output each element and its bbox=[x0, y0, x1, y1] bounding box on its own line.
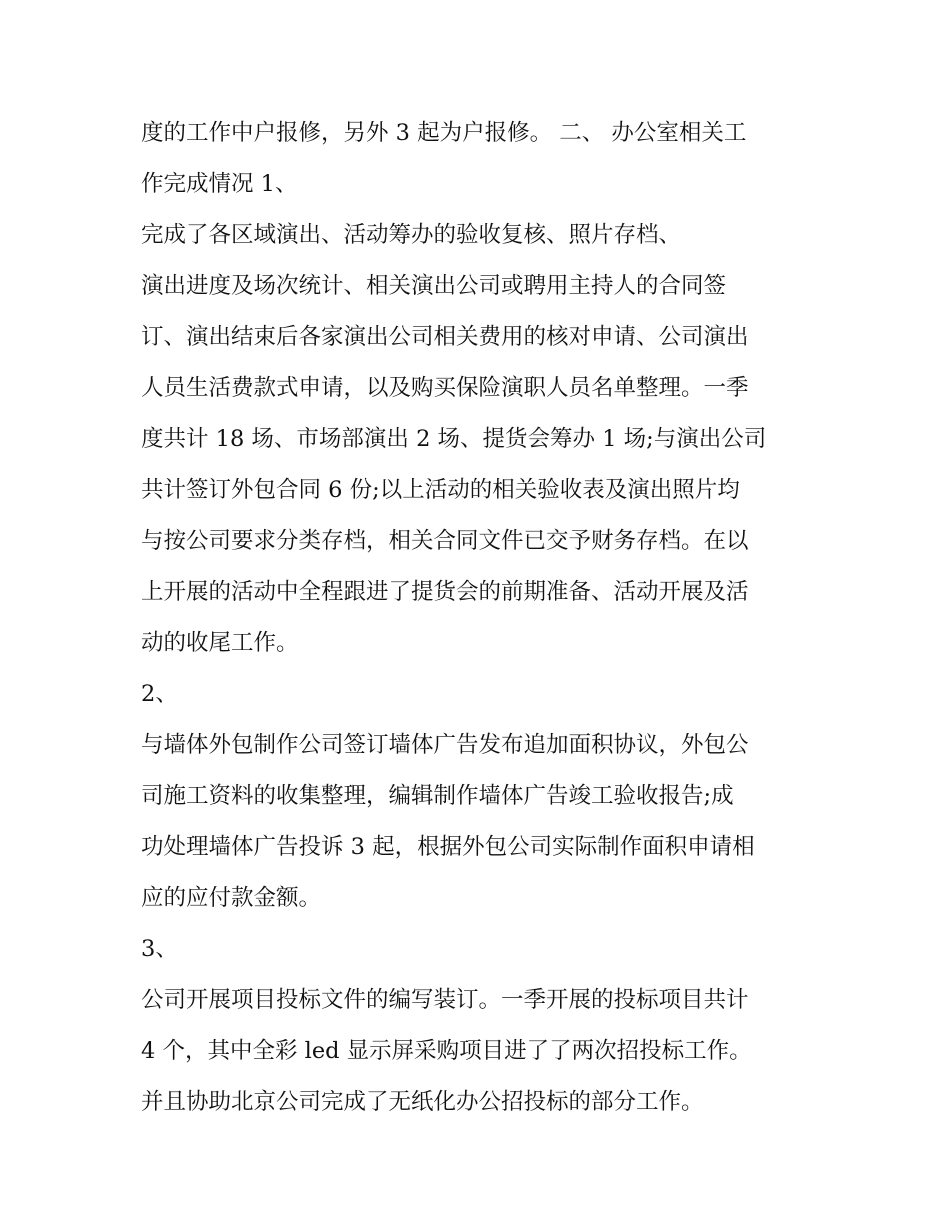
text-line: 共计签订外包合同 6 份;以上活动的相关验收表及演出照片均 bbox=[141, 477, 740, 503]
text-line: 人员生活费款式申请，以及购买保险演职人员名单整理。一季 bbox=[141, 375, 749, 401]
text-line: 动的收尾工作。 bbox=[141, 630, 299, 656]
text-line: 演出进度及场次统计、相关演出公司或聘用主持人的合同签 bbox=[141, 273, 727, 299]
section-number: 3、 bbox=[141, 936, 178, 962]
text-line: 应的应付款金额。 bbox=[141, 885, 322, 911]
text-line: 公司开展项目投标文件的编写装订。一季开展的投标项目共计 bbox=[141, 987, 749, 1013]
text-line: 司施工资料的收集整理，编辑制作墙体广告竣工验收报告;成 bbox=[141, 783, 734, 809]
text-line: 上开展的活动中全程跟进了提货会的前期准备、活动开展及活 bbox=[141, 579, 749, 605]
section-number: 2、 bbox=[141, 681, 178, 707]
text-line: 订、演出结束后各家演出公司相关费用的核对申请、公司演出 bbox=[141, 324, 749, 350]
text-line: 与按公司要求分类存档，相关合同文件已交予财务存档。在以 bbox=[141, 528, 749, 554]
text-line: 度共计 18 场、市场部演出 2 场、提货会筹办 1 场;与演出公司 bbox=[141, 426, 767, 452]
text-line: 并且协助北京公司完成了无纸化办公招投标的部分工作。 bbox=[141, 1089, 704, 1115]
text-line: 功处理墙体广告投诉 3 起，根据外包公司实际制作面积申请相 bbox=[141, 834, 755, 860]
body-text bbox=[141, 108, 821, 1128]
text-line: 4 个，其中全彩 led 显示屏采购项目进了了两次招投标工作。 bbox=[141, 1038, 752, 1064]
text-line: 度的工作中户报修，另外 3 起为户报修。 二、 办公室相关工 bbox=[141, 120, 747, 146]
text-line: 完成了各区域演出、活动筹办的验收复核、照片存档、 bbox=[141, 222, 682, 248]
text-line: 与墙体外包制作公司签订墙体广告发布追加面积协议，外包公 bbox=[141, 732, 749, 758]
text-line: 作完成情况 1、 bbox=[141, 171, 298, 197]
